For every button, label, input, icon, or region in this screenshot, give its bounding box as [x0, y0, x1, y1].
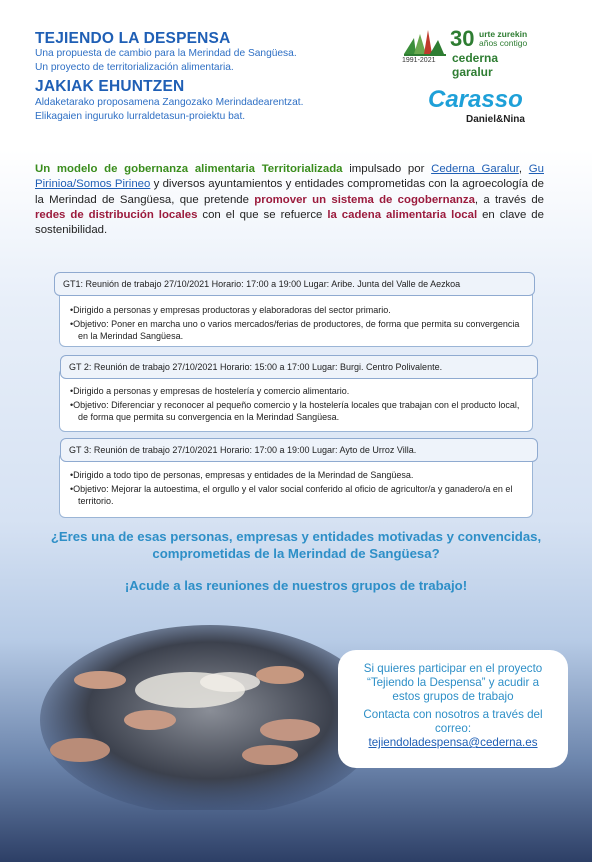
contact-box	[338, 650, 568, 768]
subtitle-eu-2: Elikagaien inguruko lurraldetasun-proiektu bat.	[35, 111, 246, 122]
gt1-header: GT1: Reunión de trabajo 27/10/2021 Horario: 17:00 a 19:00 Lugar: Aribe. Junta del Valle de Aezkoa	[54, 272, 535, 296]
gt3-item: •Objetivo: Mejorar la autoestima, el orgullo y el valor social conferido al oficio de agricultor/a y ganadero/a en el territorio.	[70, 484, 513, 506]
subtitle-es-1: Una propuesta de cambio para la Merindad de Sangüesa.	[35, 48, 297, 59]
contact-email-link[interactable]: tejiendoladespensa@cederna.es	[368, 736, 538, 749]
logo-name: cederna garalur	[452, 51, 499, 79]
contact-invite: Si quieres participar en el proyecto “Tejiendo la Despensa” y acudir a estos grupos de trabajo	[363, 662, 543, 703]
cta-text: ¡Acude a las reuniones de nuestros grupos de trabajo!	[124, 578, 468, 593]
logo-years: 1991-2021	[402, 57, 436, 64]
carasso-logo	[428, 86, 548, 130]
intro-highlight-model: Un modelo de gobernanza alimentaria Territorializada	[35, 163, 343, 175]
logo-tag2: años contigo	[479, 38, 528, 48]
intro-paragraph	[35, 162, 544, 238]
title-es: TEJIENDO LA DESPENSA	[35, 30, 231, 47]
intro-text: con el que se refuerce	[197, 208, 328, 221]
link-cederna[interactable]: Cederna Garalur	[431, 163, 519, 175]
question-text: ¿Eres una de esas personas, empresas y entidades motivadas y convencidas, comprometidas de la Merindad de Sangüesa?	[50, 529, 542, 561]
carasso-name: Carasso	[428, 86, 523, 113]
intro-highlight-cogobernanza: promover un sistema de cogobernanza	[254, 193, 475, 206]
link-gu-pirinioa[interactable]: Gu Pirinioa/Somos Pirineo	[35, 163, 544, 191]
cederna-logo	[402, 26, 542, 79]
carasso-sub: Daniel&Nina	[466, 114, 525, 125]
intro-text: y diversos ayuntamientos y entidades comprometidas con la agroecología de la Merindad de Sangüesa, que pretende	[35, 178, 544, 206]
gt1-item: •Objetivo: Poner en marcha uno o varios mercados/ferias de productores, de forma que permita su convergencia en la Merindad Sangüesa.	[70, 319, 520, 341]
subtitle-eu-1: Aldaketarako proposamena Zangozako Merindadearentzat.	[35, 97, 304, 108]
title-eu: JAKIAK EHUNTZEN	[35, 78, 185, 95]
gt2-item: •Objetivo: Diferenciar y reconocer al pequeño comercio y la hostelería locales que trabajan con el producto local, de forma que permita su convergencia en la Merindad Sangüesa.	[70, 400, 520, 422]
hands-sorting-beans-photo	[40, 620, 380, 810]
gt1-item: •Dirigido a personas y empresas productoras y elaboradoras del sector primario.	[70, 305, 391, 315]
intro-text: en clave de sostenibilidad.	[35, 208, 544, 237]
intro-text: impulsado por	[342, 163, 432, 175]
gt3-item: •Dirigido a todo tipo de personas, empresas y entidades de la Merindad de Sangüesa.	[70, 470, 414, 480]
intro-highlight-redes: redes de distribución locales	[35, 208, 198, 221]
logo-number: 30	[450, 26, 475, 51]
intro-text: , a través de	[474, 193, 545, 206]
logo-tag1: urte zurekin	[479, 29, 528, 39]
intro-highlight-cadena: la cadena alimentaria local	[327, 208, 478, 221]
gt2-header: GT 2: Reunión de trabajo 27/10/2021 Horario: 15:00 a 17:00 Lugar: Burgi. Centro Polivalente.	[60, 355, 538, 379]
gt2-item: •Dirigido a personas y empresas de hostelería y comercio alimentario.	[70, 386, 350, 396]
intro-text: ,	[518, 163, 529, 175]
subtitle-es-2: Un proyecto de territorialización alimentaria.	[35, 62, 234, 73]
gt3-header: GT 3: Reunión de trabajo 27/10/2021 Horario: 17:00 a 19:00 Lugar: Ayto de Urroz Villa.	[60, 438, 538, 462]
contact-instruction: Contacta con nosotros a través del correo:	[363, 708, 543, 735]
